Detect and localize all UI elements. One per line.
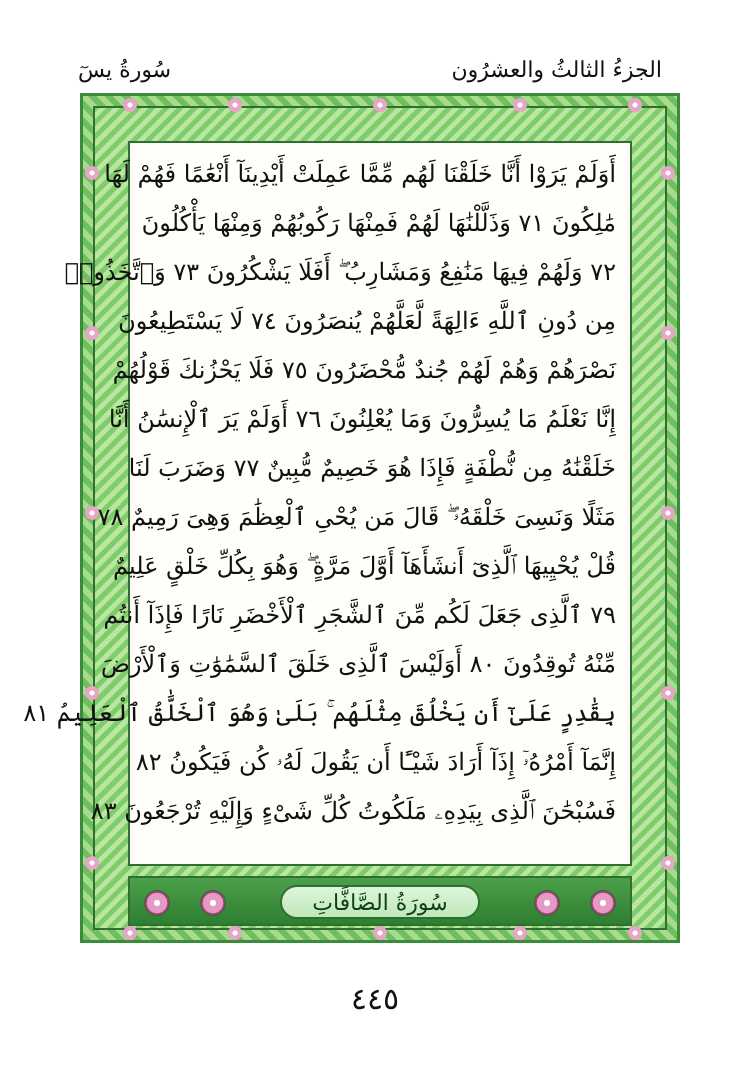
surah-name-header: سُورةُ يسٓ bbox=[78, 58, 172, 83]
flower-ornament-icon bbox=[228, 926, 242, 940]
flower-ornament-icon bbox=[513, 926, 527, 940]
quran-text-panel bbox=[23, 141, 632, 866]
flower-ornament-icon bbox=[85, 166, 99, 180]
flower-ornament-icon bbox=[661, 856, 675, 870]
surah-banner bbox=[128, 876, 632, 926]
rosette-ornament-icon bbox=[200, 890, 226, 916]
text-line: بِقَٰدِرٍ عَلَىٰٓ أَن يَخْلُقَ مِثْلَهُم ۚ بَلَىٰ وَهُوَ ٱلْخَلَّٰقُ ٱلْعَلِيمُ ٨١ bbox=[23, 699, 616, 727]
flower-ornament-icon bbox=[661, 326, 675, 340]
flower-ornament-icon bbox=[661, 686, 675, 700]
text-line: مِّنْهُ تُوقِدُونَ ٨٠ أَوَلَيْسَ ٱلَّذِى خَلَقَ ٱلسَّمَٰوَٰتِ وَٱلْأَرْضَ bbox=[100, 650, 616, 678]
text-line: مِن دُونِ ٱللَّهِ ءَالِهَةً لَّعَلَّهُمْ يُنصَرُونَ ٧٤ لَا يَسْتَطِيعُونَ bbox=[118, 307, 616, 335]
text-line: ٧٩ ٱلَّذِى جَعَلَ لَكُم مِّنَ ٱلشَّجَرِ ٱلْأَخْضَرِ نَارًا فَإِذَآ أَنتُم bbox=[103, 601, 616, 629]
text-line: مَثَلًا وَنَسِىَ خَلْقَهُۥ ۖ قَالَ مَن يُحْىِ ٱلْعِظَٰمَ وَهِىَ رَمِيمٌ ٧٨ bbox=[97, 503, 616, 531]
text-line: أَوَلَمْ يَرَوْا أَنَّا خَلَقْنَا لَهُم مِّمَّا عَمِلَتْ أَيْدِينَآ أَنْعَٰمًا فَهُمْ لَهَا bbox=[104, 160, 616, 188]
flower-ornament-icon bbox=[85, 326, 99, 340]
flower-ornament-icon bbox=[661, 506, 675, 520]
flower-ornament-icon bbox=[123, 98, 137, 112]
flower-ornament-icon bbox=[85, 686, 99, 700]
flower-ornament-icon bbox=[513, 98, 527, 112]
flower-ornament-icon bbox=[661, 166, 675, 180]
text-line: إِنَّمَآ أَمْرُهُۥٓ إِذَآ أَرَادَ شَيْـًٔا أَن يَقُولَ لَهُۥ كُن فَيَكُونُ ٨٢ bbox=[135, 748, 616, 776]
juz-header: الجزءُ الثالثُ والعشرُون bbox=[451, 58, 662, 83]
text-line: ٧٢ وَلَهُمْ فِيهَا مَنَٰفِعُ وَمَشَارِبُ ۖ أَفَلَا يَشْكُرُونَ ٧٣ وَٱتَّخَذُوا۟ bbox=[64, 258, 616, 286]
text-line: فَسُبْحَٰنَ ٱلَّذِى بِيَدِهِۦ مَلَكُوتُ كُلِّ شَىْءٍ وَإِلَيْهِ تُرْجَعُونَ ٨٣ bbox=[90, 797, 616, 825]
flower-ornament-icon bbox=[628, 98, 642, 112]
flower-ornament-icon bbox=[373, 98, 387, 112]
ornamental-frame bbox=[23, 93, 680, 943]
rosette-ornament-icon bbox=[144, 890, 170, 916]
surah-banner-title: سُورَةُ الصَّافَّاتِ bbox=[280, 885, 480, 919]
text-line: إِنَّا نَعْلَمُ مَا يُسِرُّونَ وَمَا يُعْلِنُونَ ٧٦ أَوَلَمْ يَرَ ٱلْإِنسَٰنُ أَنَّا bbox=[108, 405, 616, 433]
page-number: ٤٤٥ bbox=[350, 982, 400, 1017]
text-line: قُلْ يُحْيِيهَا ٱلَّذِىٓ أَنشَأَهَآ أَوَّلَ مَرَّةٍ ۖ وَهُوَ بِكُلِّ خَلْقٍ عَلِيمٌ bbox=[113, 552, 616, 580]
flower-ornament-icon bbox=[628, 926, 642, 940]
rosette-ornament-icon bbox=[590, 890, 616, 916]
flower-ornament-icon bbox=[228, 98, 242, 112]
flower-ornament-icon bbox=[123, 926, 137, 940]
flower-ornament-icon bbox=[85, 506, 99, 520]
text-line: مَٰلِكُونَ ٧١ وَذَلَّلْنَٰهَا لَهُمْ فَمِنْهَا رَكُوبُهُمْ وَمِنْهَا يَأْكُلُونَ bbox=[141, 209, 616, 237]
flower-ornament-icon bbox=[373, 926, 387, 940]
flower-ornament-icon bbox=[85, 856, 99, 870]
text-line: نَصْرَهُمْ وَهُمْ لَهُمْ جُندٌ مُّحْضَرُونَ ٧٥ فَلَا يَحْزُنكَ قَوْلُهُمْ bbox=[112, 356, 616, 384]
text-line: خَلَقْنَٰهُ مِن نُّطْفَةٍ فَإِذَا هُوَ خَصِيمٌ مُّبِينٌ ٧٧ وَضَرَبَ لَنَا bbox=[128, 454, 616, 482]
rosette-ornament-icon bbox=[534, 890, 560, 916]
page-header bbox=[0, 0, 750, 100]
